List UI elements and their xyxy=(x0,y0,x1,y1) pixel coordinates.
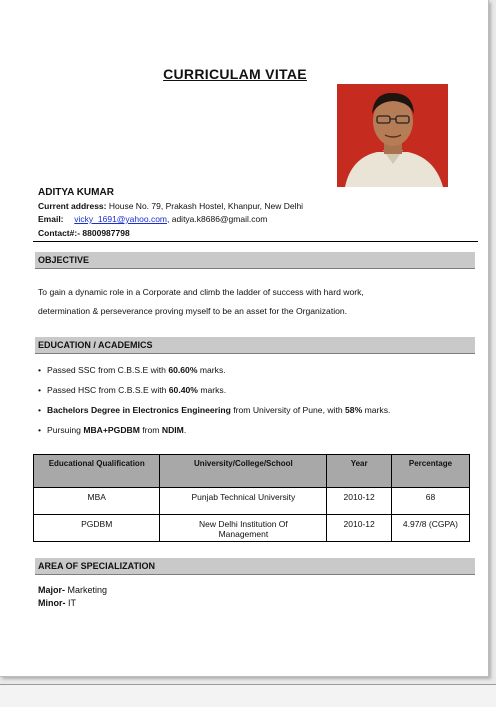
column-header: Year xyxy=(327,455,392,488)
next-page-edge xyxy=(0,684,496,707)
list-item: • Passed HSC from C.B.S.E with 60.40% marks. xyxy=(38,385,227,395)
table-cell: New Delhi Institution Of Management xyxy=(160,515,327,542)
section-heading-education: EDUCATION / ACADEMICS xyxy=(35,337,475,354)
objective-text-line-1: To gain a dynamic role in a Corporate and climb the ladder of success with hard work, xyxy=(38,287,364,297)
contact-value: 8800987798 xyxy=(82,228,130,238)
bullet-icon: • xyxy=(38,405,42,415)
table-cell: Punjab Technical University xyxy=(160,488,327,515)
list-item: • Passed SSC from C.B.S.E with 60.60% marks. xyxy=(38,365,226,375)
column-header: Percentage xyxy=(391,455,469,488)
table-cell: PGDBM xyxy=(34,515,160,542)
bullet-icon: • xyxy=(38,365,42,375)
education-table xyxy=(33,454,470,542)
bullet-icon: • xyxy=(38,425,42,435)
column-header: Educational Qualification xyxy=(34,455,160,488)
email-label: Email: xyxy=(38,214,64,224)
section-heading-specialization: AREA OF SPECIALIZATION xyxy=(35,558,475,575)
document-title: CURRICULAM VITAE xyxy=(163,66,307,82)
specialization-minor: Minor- IT xyxy=(38,598,76,608)
table-cell: 68 xyxy=(391,488,469,515)
table-row xyxy=(34,488,470,515)
list-item: • Bachelors Degree in Electronics Engineering from University of Pune, with 58% marks. xyxy=(38,405,391,415)
section-heading-objective: OBJECTIVE xyxy=(35,252,475,269)
specialization-major: Major- Marketing xyxy=(38,585,108,595)
address-value: House No. 79, Prakash Hostel, Khanpur, New Delhi xyxy=(108,201,304,211)
address-label: Current address: xyxy=(38,201,107,211)
column-header: University/College/School xyxy=(160,455,327,488)
table-cell: 2010-12 xyxy=(327,488,392,515)
table-cell: MBA xyxy=(34,488,160,515)
contact-label: Contact#:- xyxy=(38,228,81,238)
candidate-name: ADITYA KUMAR xyxy=(38,187,114,198)
profile-photo xyxy=(337,84,448,187)
list-item: • Pursuing MBA+PGDBM from NDIM. xyxy=(38,425,187,435)
email-line xyxy=(38,214,267,224)
table-cell: 4.97/8 (CGPA) xyxy=(391,515,469,542)
header-divider xyxy=(33,241,478,242)
contact-line xyxy=(38,228,130,238)
objective-text-line-2: determination & perseverance proving myself to be an asset for the Organization. xyxy=(38,306,348,316)
email-link-yahoo[interactable]: vicky_1691@yahoo.com xyxy=(74,214,167,224)
email-secondary: , aditya.k8686@gmail.com xyxy=(167,214,268,224)
table-header-row xyxy=(34,455,470,488)
table-row xyxy=(34,515,470,542)
table-cell: 2010-12 xyxy=(327,515,392,542)
address-line xyxy=(38,201,303,211)
bullet-icon: • xyxy=(38,385,42,395)
